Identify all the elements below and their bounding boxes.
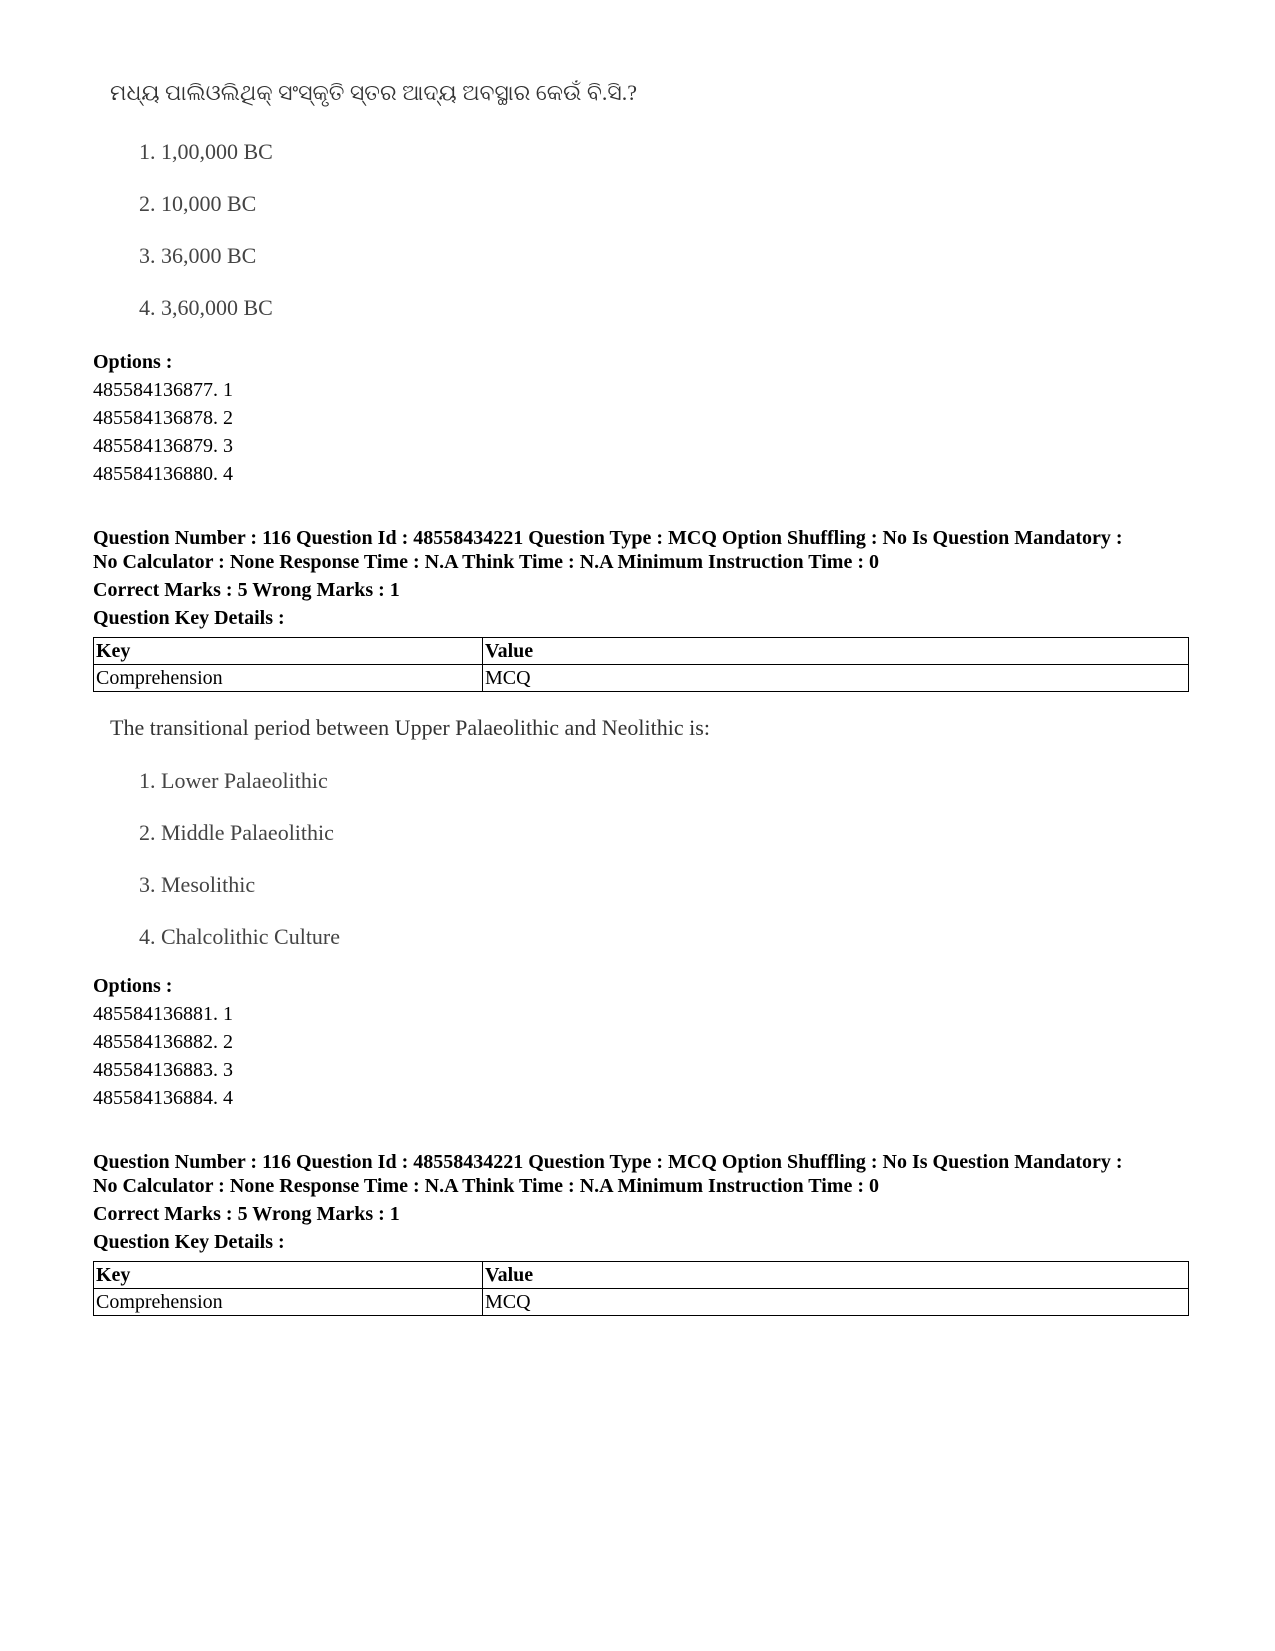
option-id-5: 485584136881. 1 xyxy=(93,1003,233,1025)
question-meta-line-1: Question Number : 116 Question Id : 48558434221 Question Type : MCQ Option Shuffling : No Is Question Mandatory : xyxy=(93,527,1123,549)
option-id-7: 485584136883. 3 xyxy=(93,1059,233,1081)
table-cell-value: MCQ xyxy=(483,1289,1189,1316)
key-details-label: Question Key Details : xyxy=(93,607,285,629)
question-2-choice-3: 3. Mesolithic xyxy=(139,872,256,897)
table-header-value: Value xyxy=(483,1262,1189,1289)
table-header-key: Key xyxy=(94,638,483,665)
option-id-6: 485584136882. 2 xyxy=(93,1031,233,1053)
option-id-1: 485584136877. 1 xyxy=(93,379,233,401)
marks-line: Correct Marks : 5 Wrong Marks : 1 xyxy=(93,1203,400,1225)
option-id-8: 485584136884. 4 xyxy=(93,1087,233,1109)
options-label-1: Options : xyxy=(93,351,173,373)
question-meta-line-2: No Calculator : None Response Time : N.A Think Time : N.A Minimum Instruction Time : 0 xyxy=(93,551,879,573)
table-cell-key: Comprehension xyxy=(94,665,483,692)
table-header-row xyxy=(94,638,1189,665)
question-1-choice-3: 3. 36,000 BC xyxy=(139,243,257,268)
option-id-3: 485584136879. 3 xyxy=(93,435,233,457)
question-1-choice-2: 2. 10,000 BC xyxy=(139,191,257,216)
key-details-table xyxy=(93,637,1189,692)
marks-line: Correct Marks : 5 Wrong Marks : 1 xyxy=(93,579,400,601)
table-row xyxy=(94,665,1189,692)
question-1-text: ମଧ୍ୟ ପାଲିଓଲିଥିକ୍ ସଂସ୍କୃତି ସ୍ତର ଆଦ୍ୟ ଅବସ୍ଥାର କେଉଁ ବି.ସି.? xyxy=(110,80,637,105)
table-header-key: Key xyxy=(94,1262,483,1289)
key-details-table xyxy=(93,1261,1189,1316)
key-details-label: Question Key Details : xyxy=(93,1231,285,1253)
table-cell-key: Comprehension xyxy=(94,1289,483,1316)
table-header-value: Value xyxy=(483,638,1189,665)
question-1-choice-4: 4. 3,60,000 BC xyxy=(139,295,273,320)
question-2-choice-2: 2. Middle Palaeolithic xyxy=(139,820,334,845)
option-id-4: 485584136880. 4 xyxy=(93,463,233,485)
question-2-choice-4: 4. Chalcolithic Culture xyxy=(139,924,341,949)
question-meta-line-1: Question Number : 116 Question Id : 48558434221 Question Type : MCQ Option Shuffling : No Is Question Mandatory : xyxy=(93,1151,1123,1173)
question-1-choice-1: 1. 1,00,000 BC xyxy=(139,139,273,164)
question-meta-line-2: No Calculator : None Response Time : N.A Think Time : N.A Minimum Instruction Time : 0 xyxy=(93,1175,879,1197)
table-header-row xyxy=(94,1262,1189,1289)
options-label-2: Options : xyxy=(93,975,173,997)
table-row xyxy=(94,1289,1189,1316)
question-2-choice-1: 1. Lower Palaeolithic xyxy=(139,768,328,793)
option-id-2: 485584136878. 2 xyxy=(93,407,233,429)
table-cell-value: MCQ xyxy=(483,665,1189,692)
question-2-text: The transitional period between Upper Palaeolithic and Neolithic is: xyxy=(110,715,710,740)
